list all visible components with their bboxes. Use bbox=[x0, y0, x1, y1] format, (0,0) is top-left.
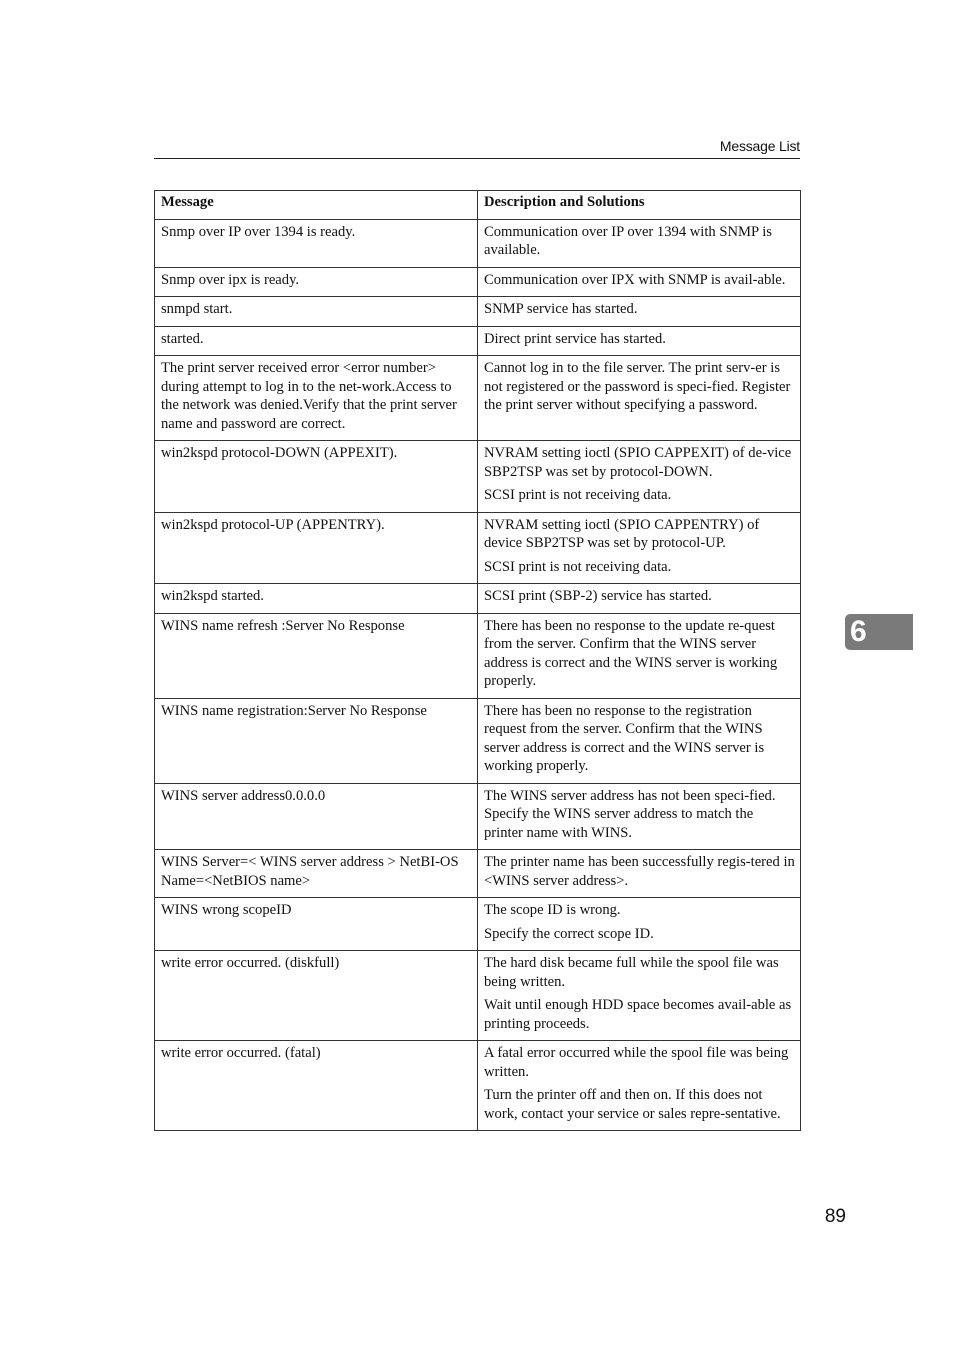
description-paragraph: SCSI print (SBP-2) service has started. bbox=[484, 588, 712, 604]
description-cell bbox=[478, 698, 801, 783]
table-row bbox=[155, 584, 801, 614]
description-paragraph: Direct print service has started. bbox=[484, 330, 666, 347]
description-cell bbox=[478, 267, 801, 297]
description-paragraph: The hard disk became full while the spool file was being written. bbox=[484, 955, 779, 990]
message-cell: win2kspd protocol-DOWN (APPEXIT). bbox=[155, 441, 478, 513]
message-cell: WINS name registration:Server No Response bbox=[155, 698, 478, 783]
table-row bbox=[155, 219, 801, 267]
description-cell bbox=[478, 297, 801, 327]
message-cell: The print server received error <error number> during attempt to log in to the net-work.Access to the network was denied.Verify that the print server name and password are correct. bbox=[155, 356, 478, 441]
message-table bbox=[154, 190, 801, 1131]
column-header-description: Description and Solutions bbox=[478, 191, 801, 220]
message-cell: Snmp over IP over 1394 is ready. bbox=[155, 219, 478, 267]
description-paragraph: SCSI print is not receiving data. bbox=[484, 558, 672, 575]
description-paragraph: There has been no response to the update re-quest from the server. Confirm that the WINS server address is correct and the WINS server is working properly. bbox=[484, 617, 778, 689]
table-header-row bbox=[155, 191, 801, 220]
table-row bbox=[155, 613, 801, 698]
message-cell: WINS wrong scopeID bbox=[155, 898, 478, 951]
table-row bbox=[155, 356, 801, 441]
message-cell: snmpd start. bbox=[155, 297, 478, 327]
table-row bbox=[155, 441, 801, 513]
description-cell bbox=[478, 898, 801, 951]
table-row bbox=[155, 512, 801, 584]
description-cell bbox=[478, 326, 801, 356]
table-row bbox=[155, 1041, 801, 1131]
description-cell bbox=[478, 951, 801, 1041]
page-number: 89 bbox=[824, 1206, 846, 1227]
chapter-number: 6 bbox=[850, 615, 867, 648]
table-row bbox=[155, 850, 801, 898]
message-cell: WINS server address0.0.0.0 bbox=[155, 783, 478, 850]
description-paragraph: Specify the correct scope ID. bbox=[484, 925, 654, 942]
description-paragraph: SNMP service has started. bbox=[484, 301, 638, 317]
description-cell bbox=[478, 219, 801, 267]
description-paragraph: A fatal error occurred while the spool file was being written. bbox=[484, 1045, 789, 1080]
description-paragraph: NVRAM setting ioctl (SPIO CAPPENTRY) of device SBP2TSP was set by protocol-UP. bbox=[484, 516, 760, 551]
table-row bbox=[155, 951, 801, 1041]
description-paragraph: The printer name has been successfully regis-tered in <WINS server address>. bbox=[484, 854, 795, 889]
message-cell: WINS name refresh :Server No Response bbox=[155, 613, 478, 698]
description-cell bbox=[478, 850, 801, 898]
description-paragraph: The scope ID is wrong. bbox=[484, 902, 621, 918]
description-paragraph: NVRAM setting ioctl (SPIO CAPPEXIT) of de-vice SBP2TSP was set by protocol-DOWN. bbox=[484, 445, 792, 480]
message-cell: win2kspd started. bbox=[155, 584, 478, 614]
description-paragraph: Communication over IP over 1394 with SNMP is available. bbox=[484, 223, 772, 258]
description-cell bbox=[478, 441, 801, 513]
description-cell bbox=[478, 512, 801, 584]
description-paragraph: There has been no response to the registration request from the server. Confirm that the WINS server address is correct and the WINS server is working properly. bbox=[484, 702, 765, 774]
description-paragraph: SCSI print is not receiving data. bbox=[484, 487, 672, 503]
description-paragraph: The WINS server address has not been speci-fied. Specify the WINS server address to match the printer name with WINS. bbox=[484, 787, 776, 841]
description-paragraph: Cannot log in to the file server. The print serv-er is not registered or the password is speci-fied. Register the print server without specifying a password. bbox=[484, 360, 791, 413]
message-cell: Snmp over ipx is ready. bbox=[155, 267, 478, 297]
message-cell: write error occurred. (diskfull) bbox=[155, 951, 478, 1041]
column-header-message: Message bbox=[155, 191, 478, 220]
table-row bbox=[155, 297, 801, 327]
message-cell: win2kspd protocol-UP (APPENTRY). bbox=[155, 512, 478, 584]
description-paragraph: Turn the printer off and then on. If this does not work, contact your service or sales repre-sentative. bbox=[484, 1087, 781, 1122]
table-row bbox=[155, 326, 801, 356]
chapter-tab bbox=[845, 614, 913, 650]
table-row bbox=[155, 783, 801, 850]
description-paragraph: Communication over IPX with SNMP is avail-able. bbox=[484, 271, 786, 288]
message-cell: WINS Server=< WINS server address > NetBI-OS Name=<NetBIOS name> bbox=[155, 850, 478, 898]
description-cell bbox=[478, 356, 801, 441]
table-row bbox=[155, 698, 801, 783]
description-cell bbox=[478, 783, 801, 850]
description-cell bbox=[478, 584, 801, 614]
table-row bbox=[155, 267, 801, 297]
header-rule bbox=[154, 158, 800, 159]
message-cell: started. bbox=[155, 326, 478, 356]
message-cell: write error occurred. (fatal) bbox=[155, 1041, 478, 1131]
table-row bbox=[155, 898, 801, 951]
description-paragraph: Wait until enough HDD space becomes avail-able as printing proceeds. bbox=[484, 997, 792, 1032]
description-cell bbox=[478, 1041, 801, 1131]
description-cell bbox=[478, 613, 801, 698]
running-header: Message List bbox=[719, 138, 800, 154]
